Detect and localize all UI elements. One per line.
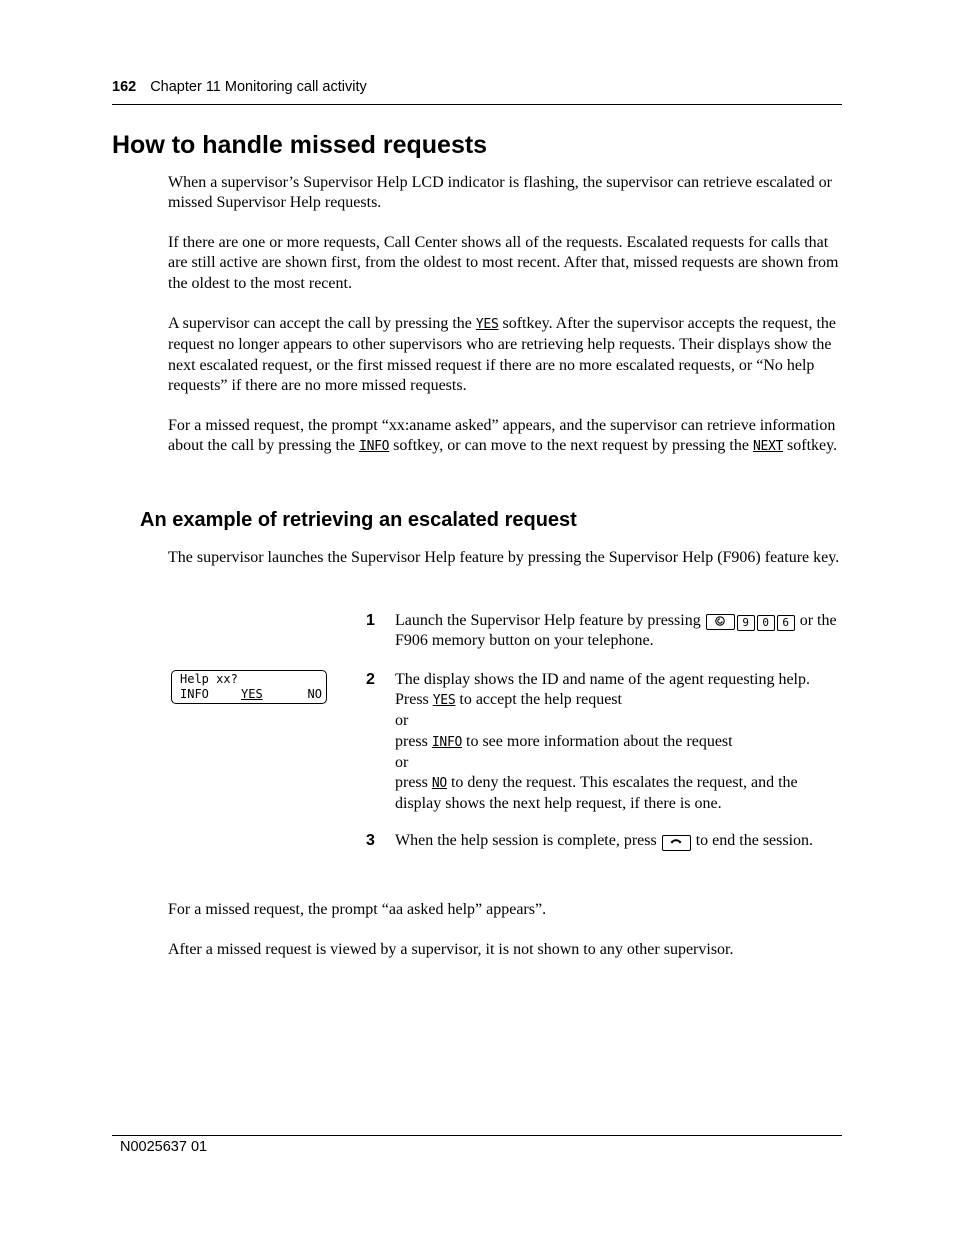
closing-paragraph-2: After a missed request is viewed by a supervisor, it is not shown to any other supervisor.: [168, 941, 734, 958]
page-header: [112, 79, 367, 95]
lcd-softkey-yes: YES: [241, 687, 263, 701]
step-number-1: 1: [366, 612, 375, 629]
section-heading: An example of retrieving an escalated request: [140, 509, 577, 531]
section-intro: The supervisor launches the Supervisor Help feature by pressing the Supervisor Help (F906) feature key.: [168, 549, 840, 566]
yes-softkey-label: YES: [432, 693, 456, 709]
document-number: N0025637 01: [120, 1139, 208, 1155]
lcd-softkey-info: INFO: [180, 687, 209, 701]
step-number-2: 2: [366, 671, 375, 688]
step-text-2: The display shows the ID and name of the agent requesting help. Press YES to accept the help request or press INFO to see more information about the request or press NO to deny the request. This escalates the request, and the display shows the next help request, if there is one.: [395, 671, 810, 813]
header-rule: [112, 104, 842, 105]
dial-key-9: 9: [737, 615, 755, 631]
lcd-line-1: Help xx?: [180, 672, 238, 686]
dial-key-6: 6: [777, 615, 795, 631]
next-softkey-label: NEXT: [752, 439, 784, 455]
intro-paragraph-4: For a missed request, the prompt “xx:aname asked” appears, and the supervisor can retrieve information about the call by pressing the INFO softkey, or can move to the next request by pressing the NEXT softkey.: [168, 417, 838, 455]
chapter-title: Chapter 11 Monitoring call activity: [150, 79, 367, 95]
lcd-display: [171, 670, 327, 704]
intro-paragraph-2: If there are one or more requests, Call Center shows all of the requests. Escalated requests for calls that are still active are shown first, from the oldest to most recent. After that, missed requests are shown from the oldest to the most recent.: [168, 234, 839, 292]
closing-paragraph-1: For a missed request, the prompt “aa asked help” appears”.: [168, 901, 547, 918]
intro-paragraph-1: When a supervisor’s Supervisor Help LCD indicator is flashing, the supervisor can retrieve escalated or missed Supervisor Help requests.: [168, 174, 832, 212]
intro-paragraph-3: A supervisor can accept the call by pressing the YES softkey. After the supervisor accepts the request, the request no longer appears to other supervisors who are retrieving help requests. Their displays show the next escalated request, or the first missed request if there are no more escalated requests, or “No help requests” if there are no more missed requests.: [168, 315, 837, 394]
release-key-icon: [662, 835, 691, 851]
step-number-3: 3: [366, 832, 375, 849]
feature-key-icon: [706, 614, 735, 630]
footer-rule: [112, 1135, 842, 1136]
info-softkey-label: INFO: [359, 439, 390, 455]
dial-key-0: 0: [757, 615, 775, 631]
page-title: How to handle missed requests: [112, 131, 488, 159]
info-softkey-label: INFO: [431, 734, 462, 750]
step-text-3: When the help session is complete, press to end the session.: [395, 832, 814, 849]
page-number: 162: [112, 79, 137, 95]
no-softkey-label: NO: [431, 776, 447, 792]
lcd-softkey-no: NO: [307, 687, 322, 701]
yes-softkey-label: YES: [475, 317, 499, 332]
step-text-1: Launch the Supervisor Help feature by pressing 9 0 6 or the F906 memory button on your telephone.: [395, 612, 837, 650]
